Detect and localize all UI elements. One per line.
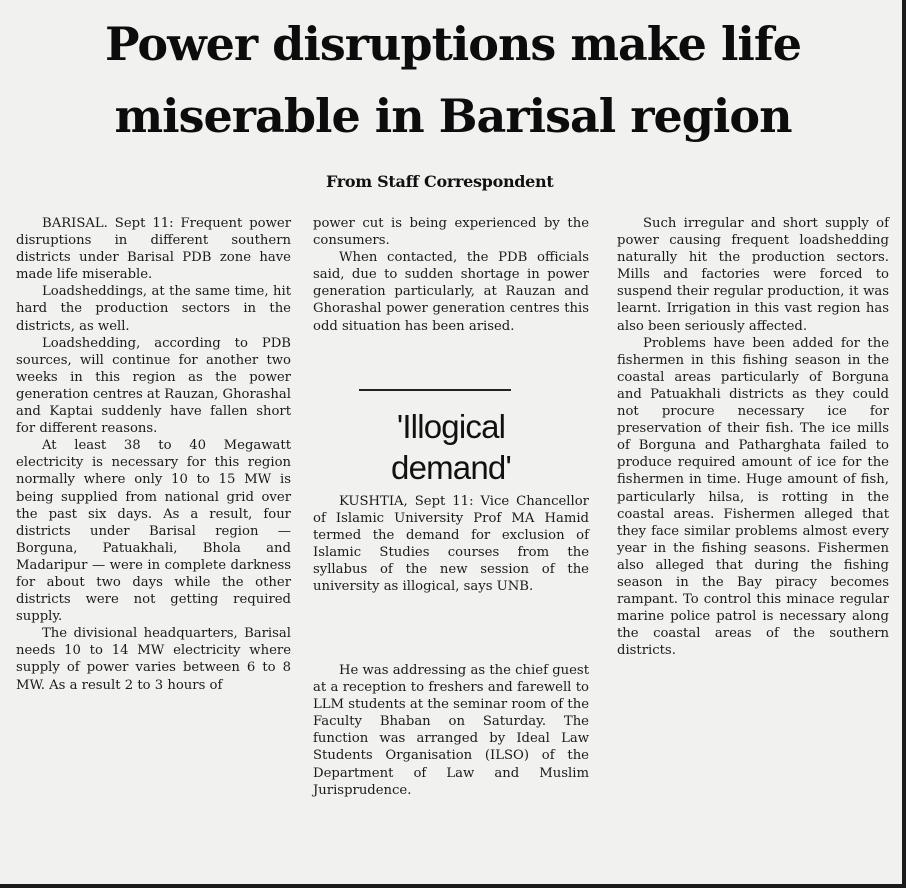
story1-paragraph: Problems have been added for the fishermen in this fishing season in the coastal areas particularly of Borguna and Patuakhali districts as they could not procure necessary ice for preservation of their fish. The ice mills of Borguna and Patharghata failed to produce required amount of ice for the fishermen in time. Huge amount of fish, particularly hilsa, is rotting in the coastal areas. Fishermen alleged that they face similar problems almost every year in the fishing seasons. Fishermen also alleged that during the fishing season in the Bay piracy becomes rampant. To control this minace regular marine police patrol is necessary along the coastal areas of the southern districts. xyxy=(617,335,889,659)
story1-column-2 xyxy=(313,215,589,335)
story2-column-part-2 xyxy=(313,662,589,799)
headline-line-2: miserable in Barisal region xyxy=(114,89,792,143)
story2-paragraph: KUSHTIA, Sept 11: Vice Chancellor of Islamic University Prof MA Hamid termed the demand for exclusion of Islamic Studies courses from the syllabus of the new session of the university as illogical, says UNB. xyxy=(313,494,589,595)
story1-column-1 xyxy=(16,215,291,694)
story2-title-line-2: demand' xyxy=(391,449,511,486)
headline-line-1: Power disruptions make life xyxy=(105,17,801,71)
byline: From Staff Correspondent xyxy=(326,172,554,191)
story1-paragraph: Such irregular and short supply of power causing frequent loadshedding naturally hit the production sectors. Mills and factories were forced to suspend their regular production, it was learnt. Irrigation in this vast region has also been seriously affected. xyxy=(617,216,889,334)
story2-column-part-1 xyxy=(313,493,589,596)
story1-paragraph: The divisional headquarters, Barisal needs 10 to 14 MW electricity where supply of power varies between 6 to 8 MW. As a result 2 to 3 hours of xyxy=(16,626,291,693)
story1-paragraph: When contacted, the PDB officials said, due to sudden shortage in power generation particularly, at Rauzan and Ghorashal power generation centres this odd situation has been arised. xyxy=(313,250,589,334)
story1-column-3 xyxy=(617,215,889,659)
story1-paragraph: Loadsheddings, at the same time, hit hard the production sectors in the districts, as well. xyxy=(16,284,291,334)
section-divider xyxy=(359,389,511,391)
story1-paragraph: power cut is being experienced by the consumers. xyxy=(313,216,589,249)
story2-paragraph: He was addressing as the chief guest at a reception to freshers and farewell to LLM students at the seminar room of the Faculty Bhaban on Saturday. The function was arranged by Ideal Law Students Organisation (ILSO) of the Department of Law and Muslim Jurisprudence. xyxy=(313,663,589,798)
story1-paragraph: BARISAL. Sept 11: Frequent power disruptions in different southern districts under Barisal PDB zone have made life miserable. xyxy=(16,216,291,283)
story1-paragraph: At least 38 to 40 Megawatt electricity is necessary for this region normally where only 10 to 15 MW is being supplied from national grid over the past six days. As a result, four districts under Barisal region — Borguna, Patuakhali, Bhola and Madaripur — were in complete darkness for about two days while the other districts were not getting required supply. xyxy=(16,438,291,625)
story2-title-line-1: 'Illogical xyxy=(396,408,506,445)
story1-paragraph: Loadshedding, according to PDB sources, will continue for another two weeks in this region as the power generation centres at Rauzan, Ghorashal and Kaptai suddenly have fallen short for different reasons. xyxy=(16,335,292,437)
